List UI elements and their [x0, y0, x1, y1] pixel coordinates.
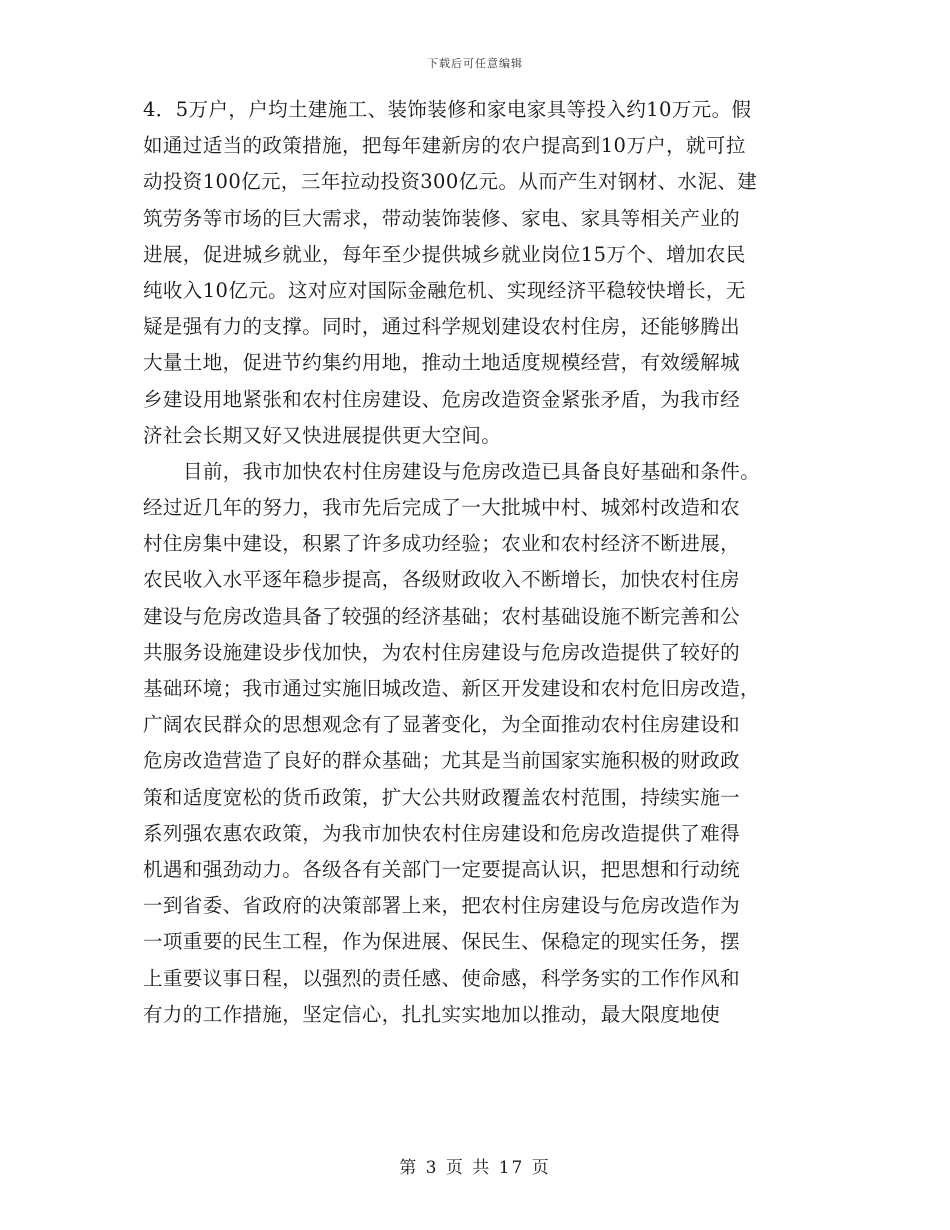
text-line: 危房改造营造了良好的群众基础；尤其是当前国家实施积极的财政政: [143, 749, 741, 773]
text-line: 筑劳务等市场的巨大需求，带动装饰装修、家电、家具等相关产业的: [143, 206, 741, 230]
text-line: 村住房集中建设，积累了许多成功经验；农业和农村经济不断进展，: [143, 532, 741, 556]
text-line: 农民收入水平逐年稳步提高，各级财政收入不断增长，加快农村住房: [143, 568, 741, 592]
paragraph-start-line: 目前，我市加快农村住房建设与危房改造已具备良好基础和条件。: [183, 459, 761, 483]
text-line: 纯收入10亿元。这对应对国际金融危机、实现经济平稳较快增长，无: [143, 278, 746, 302]
text-line: 4．5万户，户均土建施工、装饰装修和家电家具等投入约10万元。假: [143, 98, 752, 121]
text-line: 一项重要的民生工程，作为保进展、保民生、保稳定的现实任务，摆: [143, 930, 741, 954]
text-line: 共服务设施建设步伐加快，为农村住房建设与危房改造提供了较好的: [143, 640, 741, 664]
text-line: 机遇和强劲动力。各级各有关部门一定要提高认识，把思想和行动统: [143, 857, 741, 881]
text-line: 广阔农民群众的思想观念有了显著变化，为全面推动农村住房建设和: [143, 713, 741, 737]
text-line: 如通过适当的政策措施，把每年建新房的农户提高到10万户，就可拉: [143, 134, 746, 158]
page-number-footer: 第 3 页 共 17 页: [399, 1158, 551, 1178]
text-line: 基础环境；我市通过实施旧城改造、新区开发建设和农村危旧房改造，: [143, 677, 760, 700]
text-line: 一到省委、省政府的决策部署上来，把农村住房建设与危房改造作为: [143, 894, 741, 918]
text-line: 进展，促进城乡就业，每年至少提供城乡就业岗位15万个、增加农民: [143, 242, 746, 266]
text-line: 有力的工作措施，坚定信心，扎扎实实地加以推动，最大限度地使: [143, 1002, 721, 1026]
text-line: 大量土地，促进节约集约用地，推动土地适度规模经营，有效缓解城: [143, 351, 741, 375]
text-line: 疑是强有力的支撑。同时，通过科学规划建设农村住房，还能够腾出: [143, 315, 741, 339]
text-line: 系列强农惠农政策，为我市加快农村住房建设和危房改造提供了难得: [143, 821, 741, 845]
text-line: 济社会长期又好又快进展提供更大空间。: [143, 423, 502, 447]
page-header: 下载后可任意编辑: [427, 57, 523, 70]
text-line: 建设与危房改造具备了较强的经济基础；农村基础设施不断完善和公: [143, 604, 741, 628]
text-line: 策和适度宽松的货币政策，扩大公共财政覆盖农村范围，持续实施一: [143, 785, 741, 809]
text-line: 乡建设用地紧张和农村住房建设、危房改造资金紧张矛盾，为我市经: [143, 387, 741, 411]
text-line: 经过近几年的努力，我市先后完成了一大批城中村、城郊村改造和农: [143, 496, 741, 520]
text-line: 动投资100亿元，三年拉动投资300亿元。从而产生对钢材、水泥、建: [143, 170, 758, 194]
document-body: [143, 92, 813, 1033]
text-line: 上重要议事日程，以强烈的责任感、使命感，科学务实的工作作风和: [143, 966, 741, 990]
